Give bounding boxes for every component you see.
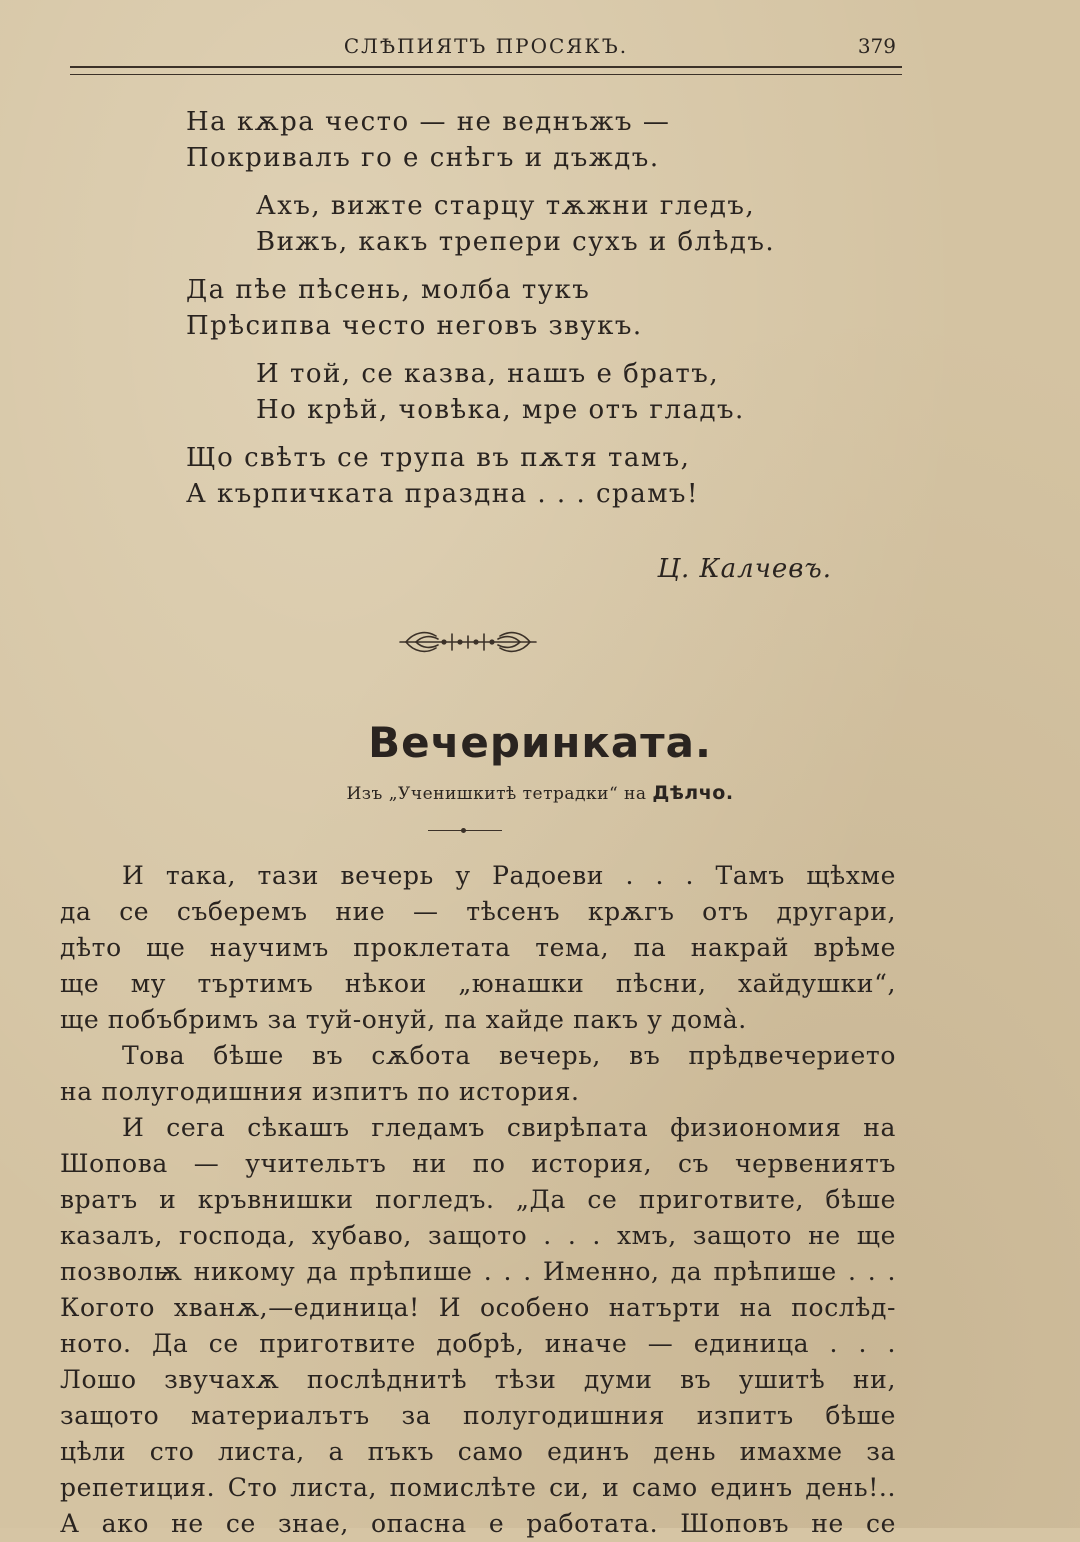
text-line: Когото хванѫ,—единица! И особено натърти на послѣд- xyxy=(60,1293,896,1322)
text-line: дѣто ще научимъ проклетата тема, па накрай врѣме xyxy=(60,933,896,962)
poem-line: Покривалъ го е снѣгъ и дъждъ. xyxy=(186,143,660,173)
text-line: А ако не се знае, опасна е работата. Шоповъ не се xyxy=(60,1509,896,1538)
text-line: вратъ и кръвнишки погледъ. „Да се приготвите, бѣше xyxy=(60,1185,896,1214)
poem-line: На кѫра често — не веднъжъ — xyxy=(186,107,671,137)
page-number: 379 xyxy=(857,34,896,58)
text-line: цѣли сто листа, а пъкъ само единъ день имахме за xyxy=(60,1437,896,1466)
running-title: СЛѢПИЯТЪ ПРОСЯКЪ. xyxy=(343,34,629,58)
poem-line: Да пѣе пѣсень, молба тукъ xyxy=(186,275,591,305)
text-line: защото материалътъ за полугодишния изпитъ бѣше xyxy=(60,1401,896,1430)
text-line: на полугодишния изпитъ по история. xyxy=(60,1077,580,1106)
text-line: И така, тази вечерь у Радоеви . . . Тамъ щѣхме xyxy=(122,861,896,890)
poem-line: Прѣсипва често неговъ звукъ. xyxy=(186,311,643,341)
text-line: Шопова — учительтъ ни по история, съ червениятъ xyxy=(60,1149,896,1178)
article-body xyxy=(60,858,896,1542)
poem-line: А кърпичката праздна . . . срамъ! xyxy=(186,479,699,509)
poem-line: Що свѣтъ се трупа въ пѫтя тамъ, xyxy=(186,443,691,473)
text-line: казалъ, господа, хубаво, защото . . . хмъ, защото не ще xyxy=(60,1221,896,1250)
article-title: Вечеринката. xyxy=(368,718,712,767)
text-line: позволѭ никому да прѣпише . . . Именно, да прѣпише . . . xyxy=(60,1257,896,1286)
poem-stanza xyxy=(186,272,886,344)
poem-stanza xyxy=(186,188,886,260)
poem-stanza xyxy=(186,104,886,176)
poem-line: Вижъ, какъ трепери сухъ и блѣдъ. xyxy=(256,227,776,257)
text-line: Това бѣше въ сѫбота вечерь, въ прѣдвечерието xyxy=(122,1041,896,1070)
poem-stanza xyxy=(186,356,886,428)
section-rule xyxy=(428,830,502,831)
article-subtitle xyxy=(0,782,1080,804)
poem-line: Ахъ, вижте старцу тѫжни гледъ, xyxy=(256,191,756,221)
poem-line: Но крѣй, човѣка, мре отъ гладъ. xyxy=(256,395,745,425)
running-head xyxy=(70,28,902,68)
poem-author: Ц. Калчевъ. xyxy=(657,554,832,584)
article-subtitle-author: Дѣлчо. xyxy=(652,782,734,804)
poem xyxy=(186,104,886,524)
text-line: ното. Да се приготвите добрѣ, иначе — единица . . . xyxy=(60,1329,896,1358)
text-line: ще му търтимъ нѣкои „юнашки пѣсни, хайдушки“, xyxy=(60,969,896,998)
header-double-rule xyxy=(70,66,902,75)
fleuron-ornament-icon xyxy=(396,622,540,662)
text-line: репетиция. Сто листа, помислѣте си, и само единъ день!.. xyxy=(60,1473,896,1502)
text-line: И сега сѣкашъ гледамъ свирѣпата физиономия на xyxy=(122,1113,896,1142)
poem-line: И той, се казва, нашъ е братъ, xyxy=(256,359,720,389)
text-line: ще побъбримъ за туй-онуй, па хайде пакъ у дома̀. xyxy=(60,1005,747,1034)
poem-stanza xyxy=(186,440,886,512)
text-line: да се съберемъ ние — тѣсенъ крѫгъ отъ другари, xyxy=(60,897,896,926)
text-line: Лошо звучахѫ послѣднитѣ тѣзи думи въ ушитѣ ни, xyxy=(60,1365,896,1394)
article-subtitle-source: Изъ „Ученишкитѣ тетрадки“ на xyxy=(346,784,647,804)
